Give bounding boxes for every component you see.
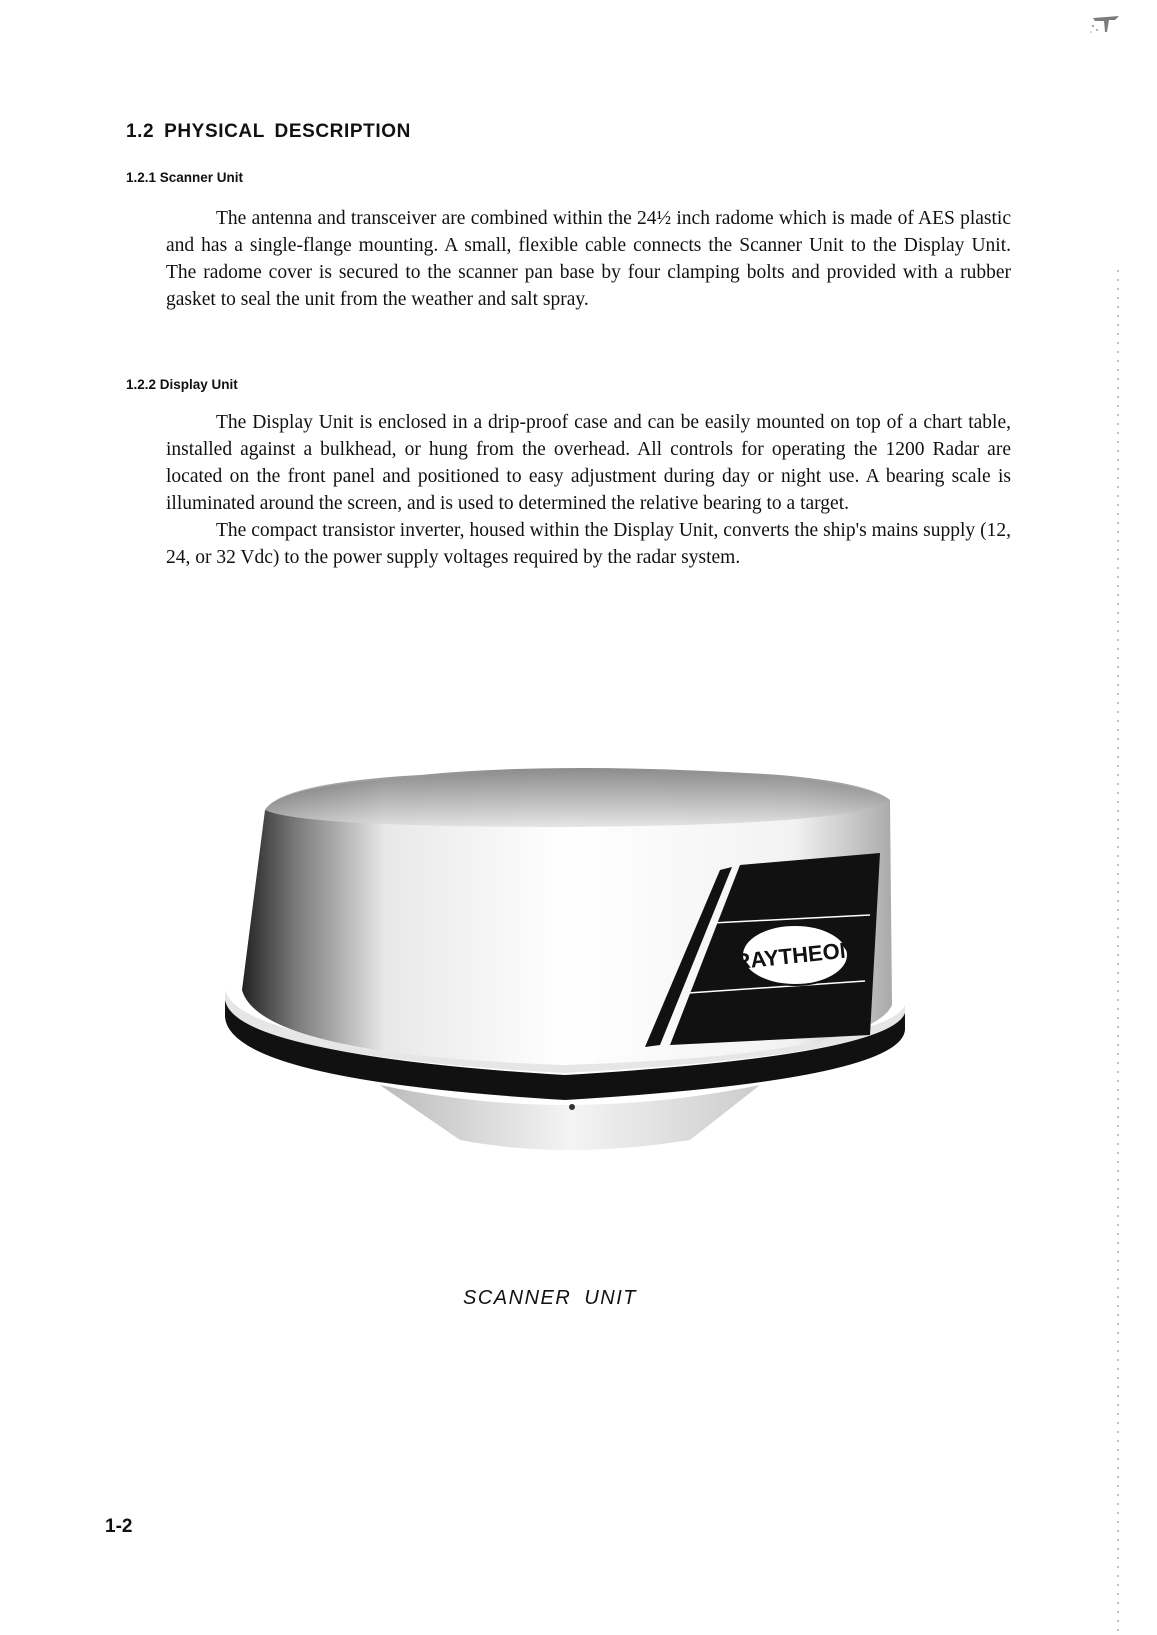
display-unit-body — [166, 409, 1011, 571]
page-number: 1-2 — [105, 1516, 133, 1537]
section-title: 1.2 PHYSICAL DESCRIPTION — [126, 121, 411, 142]
subsection-heading-scanner-unit: 1.2.1 Scanner Unit — [126, 170, 244, 185]
raytheon-logo-text: RAYTHEON — [733, 936, 857, 975]
page-binding-edge — [1117, 270, 1119, 1635]
figure-caption: SCANNER UNIT — [463, 1287, 638, 1309]
paragraph: The Display Unit is enclosed in a drip-proof case and can be easily mounted on top of a chart table, installed against a bulkhead, or hung from the overhead. All controls for operating the 1200 Radar are located on the front panel and positioned to easy adjustment during day or night use. A bearing scale is illuminated around the screen, and is used to determined the relative bearing to a target. — [166, 412, 1011, 514]
scanner-unit-body — [166, 205, 1011, 313]
paragraph: The antenna and transceiver are combined within the 24½ inch radome which is made of AES plastic and has a single-flange mounting. A small, flexible cable connects the Scanner Unit to the Display Unit. The radome cover is secured to the scanner pan base by four clamping bolts and provided with a rubber gasket to seal the unit from the weather and salt spray. — [166, 208, 1011, 310]
paragraph: The compact transistor inverter, housed within the Display Unit, converts the ship's mains supply (12, 24, or 32 Vdc) to the power supply voltages required by the radar system. — [166, 520, 1011, 568]
scanner-unit-illustration — [220, 755, 910, 1155]
subsection-heading-display-unit: 1.2.2 Display Unit — [126, 377, 238, 392]
scan-artifact-icon — [1085, 12, 1125, 42]
